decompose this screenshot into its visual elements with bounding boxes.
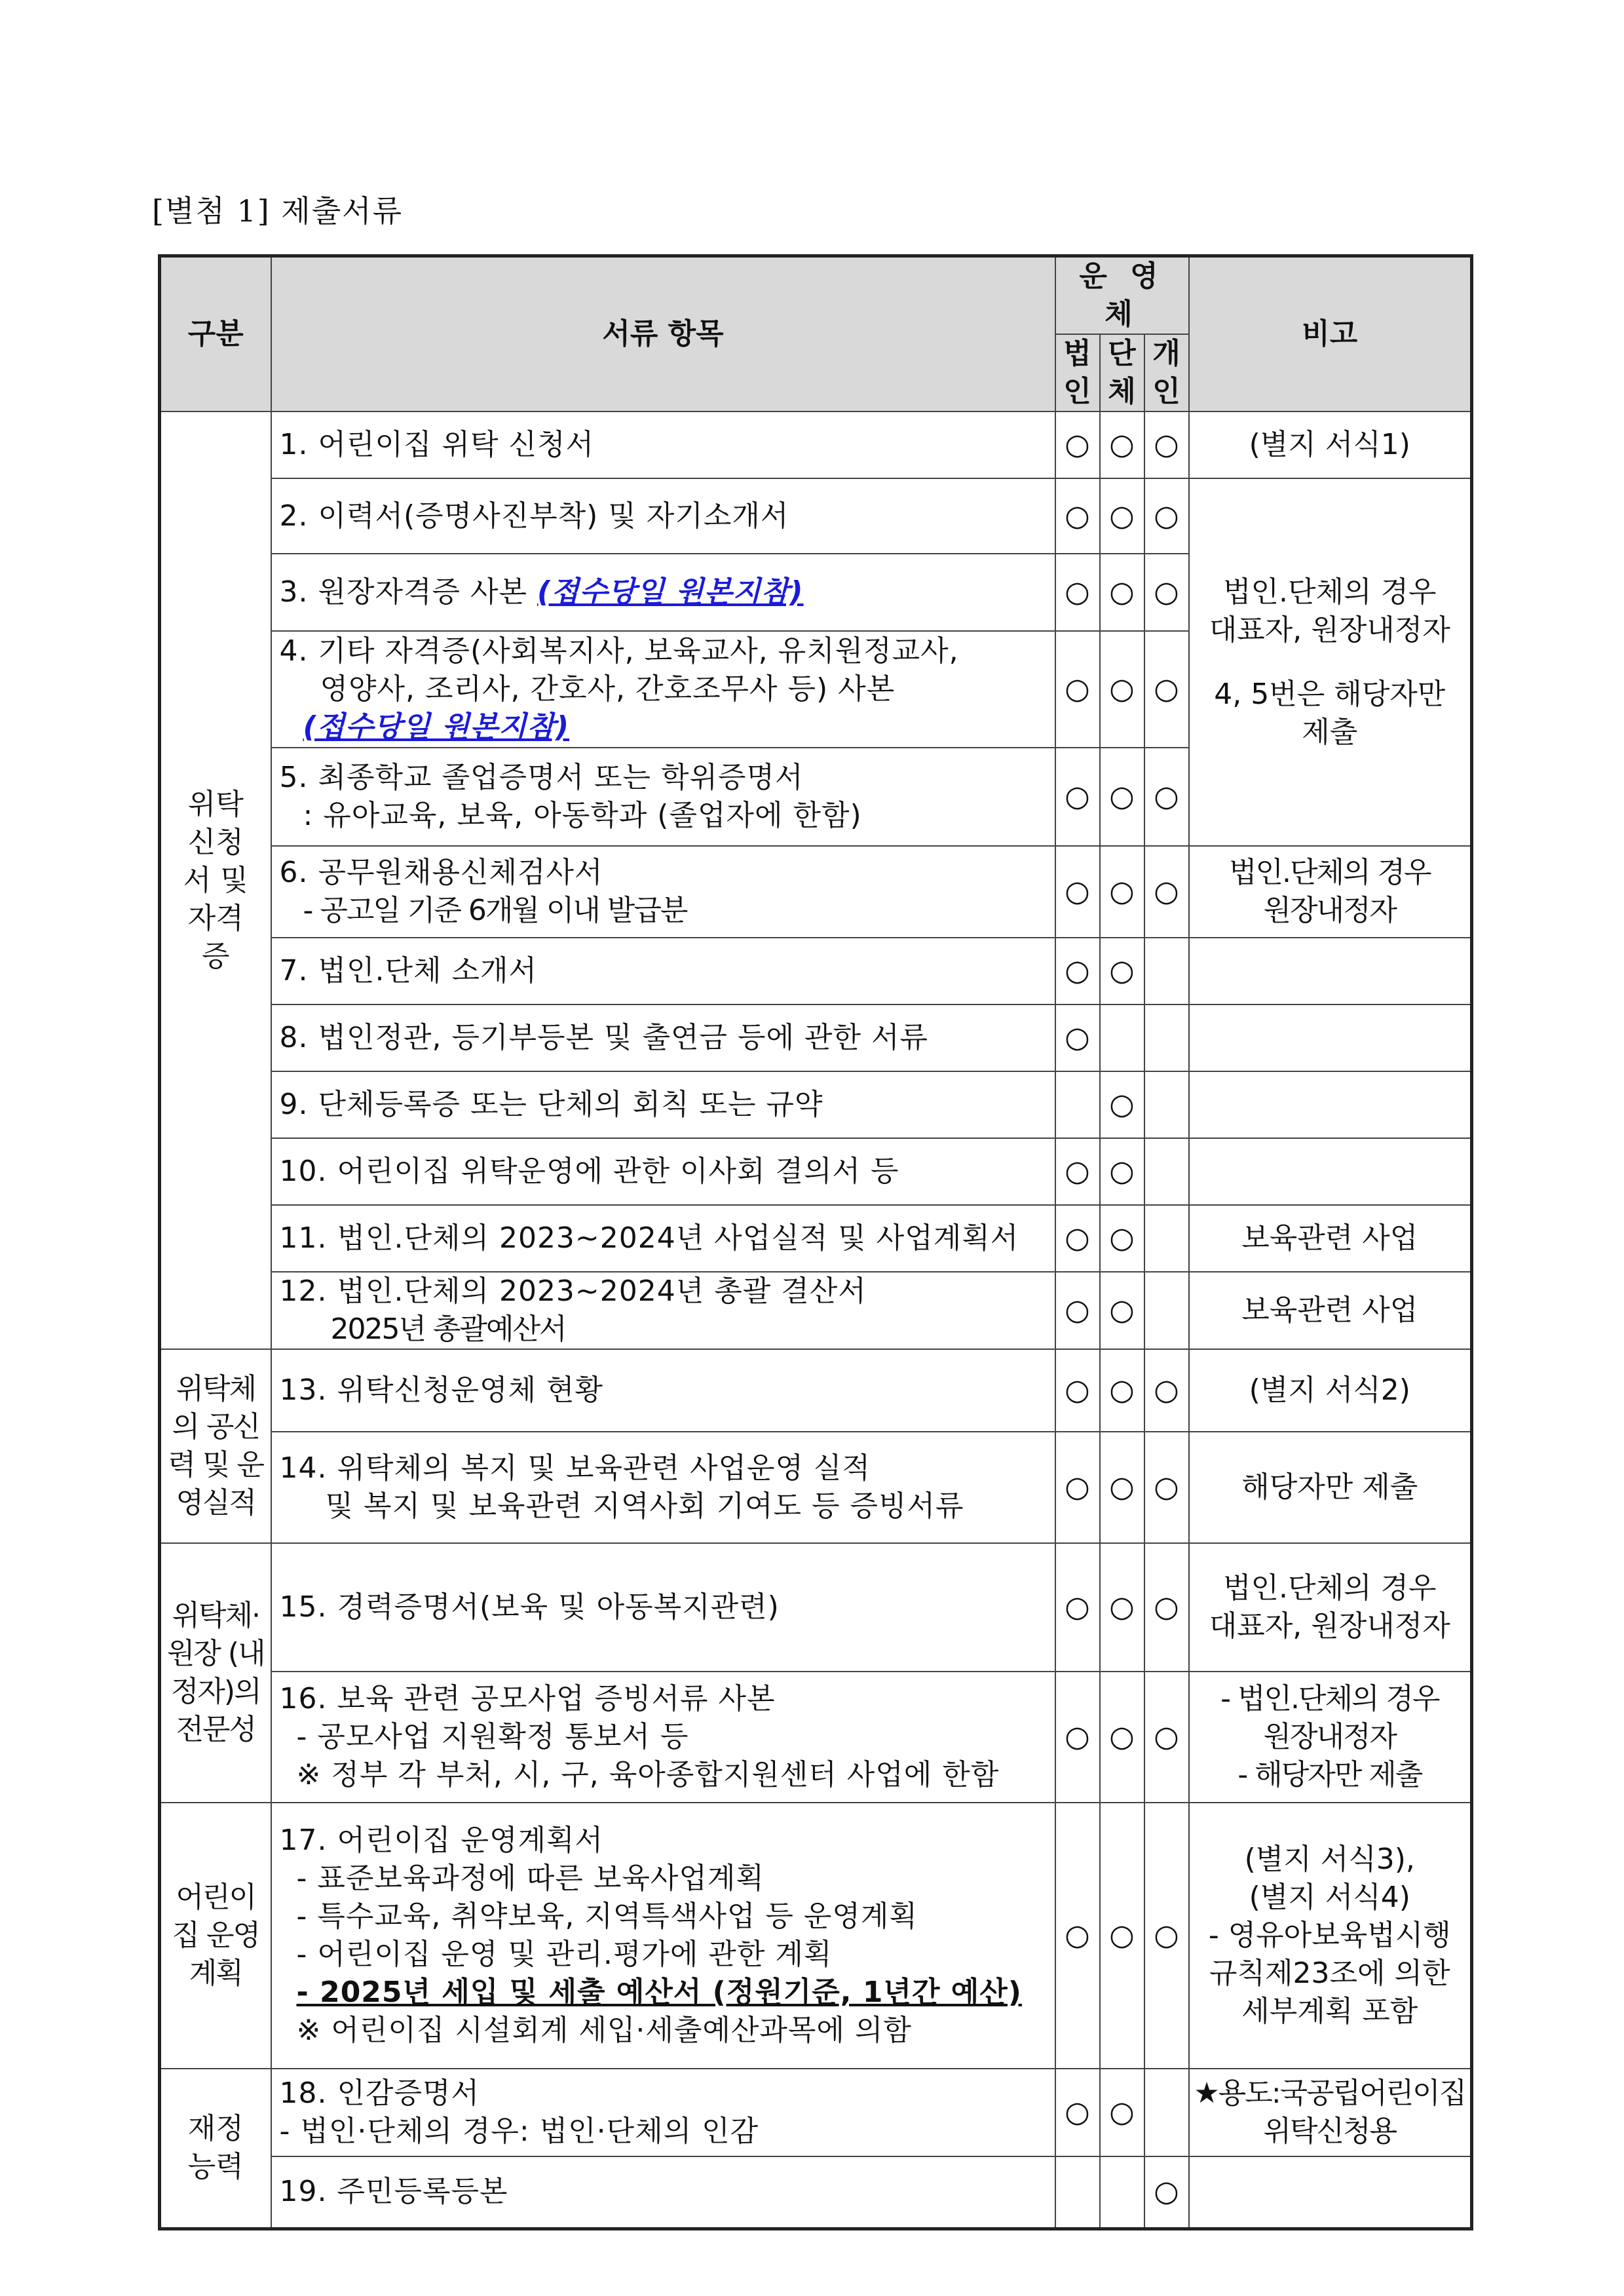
note-text: (별지 서식1): [1189, 411, 1472, 478]
item-text: 19. 주민등록등본: [271, 2156, 1055, 2229]
mark-individual: ○: [1144, 748, 1189, 846]
header-group: 단체: [1100, 334, 1144, 411]
table-row: [160, 411, 1472, 478]
note-text: [1189, 938, 1472, 1004]
item-text: 7. 법인.단체 소개서: [271, 938, 1055, 1004]
note-text: 법인.단체의 경우 대표자, 원장내정자: [1189, 1543, 1472, 1672]
mark-corp: ○: [1055, 846, 1100, 938]
mark-individual: [1144, 1205, 1189, 1272]
mark-corp: ○: [1055, 631, 1100, 748]
mark-individual: [1144, 2069, 1189, 2156]
table-row: [160, 2069, 1472, 2156]
note-text: [1189, 1071, 1472, 1138]
mark-group: ○: [1100, 748, 1144, 846]
mark-corp: ○: [1055, 1004, 1100, 1071]
document-table: [158, 254, 1473, 2230]
mark-corp: ○: [1055, 1349, 1100, 1432]
category-finance: 재정 능력: [160, 2069, 271, 2229]
item-text: 11. 법인.단체의 2023~2024년 사업실적 및 사업계획서: [271, 1205, 1055, 1272]
mark-individual: ○: [1144, 846, 1189, 938]
mark-individual: [1144, 1138, 1189, 1205]
table-row: [160, 1138, 1472, 1205]
category-application: 위탁 신청서 및 자격증: [160, 411, 271, 1349]
note-text: ★용도:국공립어린이집 위탁신청용: [1189, 2069, 1472, 2156]
mark-corp: ○: [1055, 748, 1100, 846]
item-text: 2. 이력서(증명사진부착) 및 자기소개서: [271, 478, 1055, 554]
mark-corp: ○: [1055, 478, 1100, 554]
table-row: [160, 1432, 1472, 1543]
mark-individual: ○: [1144, 631, 1189, 748]
mark-group: ○: [1100, 1349, 1144, 1432]
note-text: [1189, 2156, 1472, 2229]
item-text: 10. 어린이집 위탁운영에 관한 이사회 결의서 등: [271, 1138, 1055, 1205]
mark-corp: ○: [1055, 554, 1100, 631]
mark-individual: ○: [1144, 1543, 1189, 1672]
note-text: 해당자만 제출: [1189, 1432, 1472, 1543]
note-text: [1189, 1138, 1472, 1205]
mark-individual: [1144, 1071, 1189, 1138]
item-text: 4. 기타 자격증(사회복지사, 보육교사, 유치원정교사, 영양사, 조리사, 간호사, 간호조무사 등) 사본 (접수당일 원본지참): [271, 631, 1055, 748]
table-row: [160, 1543, 1472, 1672]
category-plan: 어린이집 운영 계획: [160, 1803, 271, 2069]
item-text: 9. 단체등록증 또는 단체의 회칙 또는 규약: [271, 1071, 1055, 1138]
item-text: 14. 위탁체의 복지 및 보육관련 사업운영 실적 및 복지 및 보육관련 지역사회 기여도 등 증빙서류: [271, 1432, 1055, 1543]
note-merged: 법인.단체의 경우 대표자, 원장내정자 4, 5번은 해당자만 제출: [1189, 478, 1472, 846]
header-individual: 개인: [1144, 334, 1189, 411]
original-required-note: (접수당일 원본지참): [303, 710, 570, 744]
mark-corp: ○: [1055, 1432, 1100, 1543]
table-row: [160, 2156, 1472, 2229]
mark-individual: ○: [1144, 411, 1189, 478]
mark-corp: ○: [1055, 1138, 1100, 1205]
table-row: [160, 1272, 1472, 1349]
original-required-note: (접수당일 원본지참): [537, 575, 804, 609]
mark-group: [1100, 1004, 1144, 1071]
mark-corp: [1055, 2156, 1100, 2229]
note-text: 보육관련 사업: [1189, 1272, 1472, 1349]
mark-group: ○: [1100, 1205, 1144, 1272]
mark-group: ○: [1100, 411, 1144, 478]
table-row: [160, 1349, 1472, 1432]
mark-corp: [1055, 1071, 1100, 1138]
mark-group: ○: [1100, 1432, 1144, 1543]
mark-individual: [1144, 938, 1189, 1004]
mark-corp: ○: [1055, 1672, 1100, 1803]
page-title: [별첨 1] 제출서류: [152, 193, 404, 229]
mark-group: ○: [1100, 1071, 1144, 1138]
mark-individual: ○: [1144, 554, 1189, 631]
table-row: [160, 478, 1472, 554]
mark-group: ○: [1100, 554, 1144, 631]
mark-corp: ○: [1055, 1205, 1100, 1272]
item-text: 8. 법인정관, 등기부등본 및 출연금 등에 관한 서류: [271, 1004, 1055, 1071]
mark-group: [1100, 2156, 1144, 2229]
mark-individual: ○: [1144, 478, 1189, 554]
mark-corp: ○: [1055, 411, 1100, 478]
note-text: - 법인.단체의 경우 원장내정자 - 해당자만 제출: [1189, 1672, 1472, 1803]
mark-group: ○: [1100, 631, 1144, 748]
mark-group: ○: [1100, 1803, 1144, 2069]
mark-individual: ○: [1144, 1672, 1189, 1803]
mark-corp: ○: [1055, 938, 1100, 1004]
table-row: [160, 846, 1472, 938]
header-corp: 법인: [1055, 334, 1100, 411]
header-operator: 운 영 체: [1055, 256, 1189, 335]
mark-group: ○: [1100, 478, 1144, 554]
table-row: [160, 1672, 1472, 1803]
item-text: 3. 원장자격증 사본 (접수당일 원본지참): [271, 554, 1055, 631]
mark-corp: ○: [1055, 1803, 1100, 2069]
mark-corp: ○: [1055, 1272, 1100, 1349]
mark-group: ○: [1100, 2069, 1144, 2156]
item-text: 15. 경력증명서(보육 및 아동복지관련): [271, 1543, 1055, 1672]
table-row: [160, 1205, 1472, 1272]
mark-group: ○: [1100, 1672, 1144, 1803]
mark-group: ○: [1100, 846, 1144, 938]
mark-corp: ○: [1055, 2069, 1100, 2156]
category-credibility: 위탁체의 공신력 및 운영실적: [160, 1349, 271, 1543]
note-text: (별지 서식3), (별지 서식4) - 영유아보육법시행 규칙제23조에 의한 세부계획 포함: [1189, 1803, 1472, 2069]
item-text: 18. 인감증명서 - 법인·단체의 경우: 법인·단체의 인감: [271, 2069, 1055, 2156]
item-text: 17. 어린이집 운영계획서 - 표준보육과정에 따른 보육사업계획 - 특수교육, 취약보육, 지역특색사업 등 운영계획 - 어린이집 운영 및 관리.평가에 관한 계획 - 2025년 세입 및 세출 예산서 (정원기준, 1년간 예산) ※ 어린이집 시설회계 세입·세출예산과목에 의함: [271, 1803, 1055, 2069]
header-note: 비고: [1189, 256, 1472, 412]
header-category: 구분: [160, 256, 271, 412]
header-item: 서류 항목: [271, 256, 1055, 412]
category-expertise: 위탁체· 원장 (내정자)의 전문성: [160, 1543, 271, 1803]
mark-individual: [1144, 1004, 1189, 1071]
note-text: [1189, 1004, 1472, 1071]
mark-individual: ○: [1144, 1349, 1189, 1432]
mark-corp: ○: [1055, 1543, 1100, 1672]
mark-group: ○: [1100, 1543, 1144, 1672]
mark-group: ○: [1100, 938, 1144, 1004]
mark-group: ○: [1100, 1138, 1144, 1205]
table-row: [160, 1803, 1472, 2069]
mark-group: ○: [1100, 1272, 1144, 1349]
table-row: [160, 1004, 1472, 1071]
table-row: [160, 938, 1472, 1004]
mark-individual: ○: [1144, 2156, 1189, 2229]
mark-individual: ○: [1144, 1803, 1189, 2069]
note-text: (별지 서식2): [1189, 1349, 1472, 1432]
item-text: 6. 공무원채용신체검사서 - 공고일 기준 6개월 이내 발급분: [271, 846, 1055, 938]
item-text: 1. 어린이집 위탁 신청서: [271, 411, 1055, 478]
mark-individual: ○: [1144, 1432, 1189, 1543]
mark-individual: [1144, 1272, 1189, 1349]
item-text: 16. 보육 관련 공모사업 증빙서류 사본 - 공모사업 지원확정 통보서 등 ※ 정부 각 부처, 시, 구, 육아종합지원센터 사업에 한함: [271, 1672, 1055, 1803]
note-text: 보육관련 사업: [1189, 1205, 1472, 1272]
item-text: 5. 최종학교 졸업증명서 또는 학위증명서 : 유아교육, 보육, 아동학과 (졸업자에 한함): [271, 748, 1055, 846]
note-text: 법인.단체의 경우 원장내정자: [1189, 846, 1472, 938]
table-row: [160, 1071, 1472, 1138]
item-text: 13. 위탁신청운영체 현황: [271, 1349, 1055, 1432]
item-text: 12. 법인.단체의 2023~2024년 총괄 결산서 2025년 총괄예산서: [271, 1272, 1055, 1349]
